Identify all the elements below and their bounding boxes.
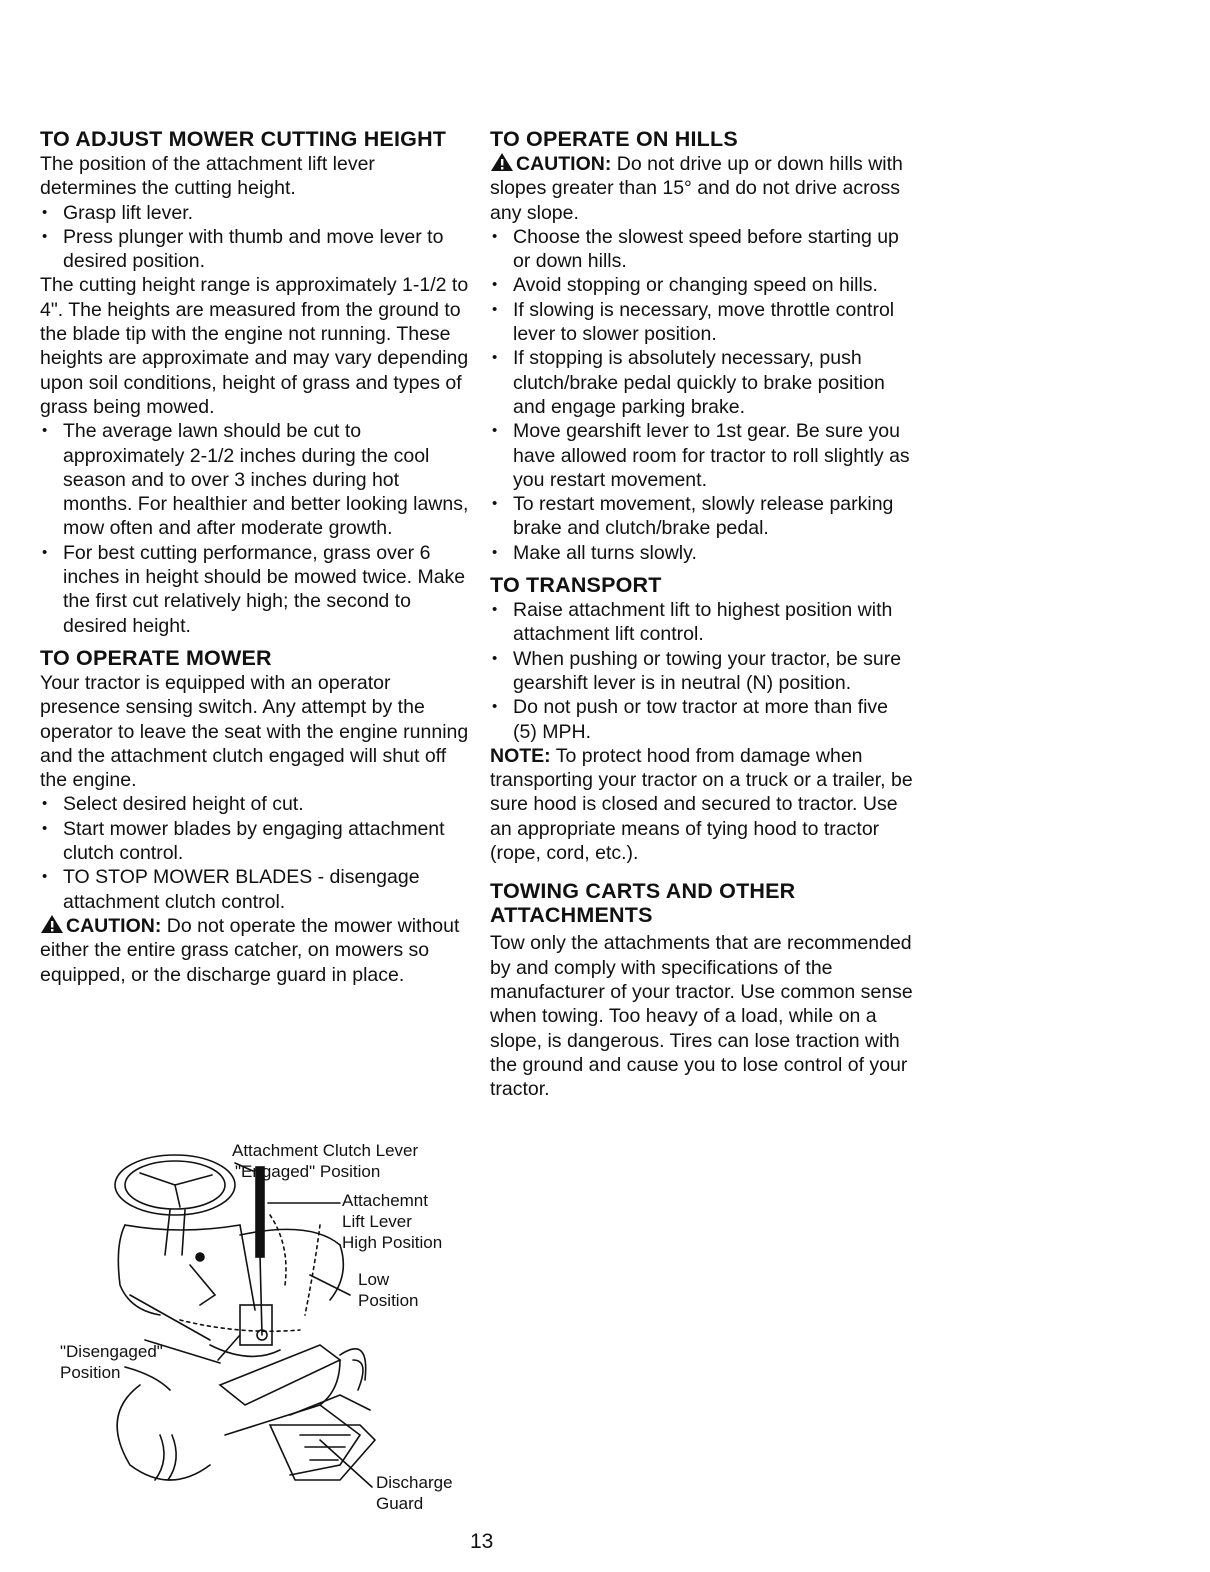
- list-item: • Do not push or tow tractor at more than five (5) MPH.: [490, 695, 915, 744]
- figure-label-clutch-lever: Attachment Clutch Lever: [232, 1141, 419, 1160]
- list-item: • To restart movement, slowly release parking brake and clutch/brake pedal.: [490, 492, 915, 541]
- operate-on-hills-section: [490, 127, 915, 565]
- figure-label-engaged: "Engaged" Position: [235, 1162, 381, 1181]
- list-item: • Make all turns slowly.: [490, 541, 915, 565]
- operate-mower-steps-list: [40, 792, 470, 913]
- figure-label-lift-1: Attachemnt: [342, 1191, 428, 1210]
- list-item: • Move gearshift lever to 1st gear. Be sure you have allowed room for tractor to roll slightly as you restart movement.: [490, 419, 915, 492]
- figure-label-low-1: Low: [358, 1270, 390, 1289]
- list-item: • The average lawn should be cut to approximately 2-1/2 inches during the cool season and to over 3 inches during hot months. For healthier and better looking lawns, mow often and after moderate growth.: [40, 419, 470, 540]
- figure-label-disengaged-1: "Disengaged": [60, 1342, 163, 1361]
- hills-caution: [490, 152, 915, 225]
- transport-steps-list: [490, 598, 915, 744]
- list-item: • Select desired height of cut.: [40, 792, 470, 816]
- transport-heading: TO TRANSPORT: [490, 573, 662, 598]
- list-item: • For best cutting performance, grass over 6 inches in height should be mowed twice. Make the first cut relatively high; the second to desired height.: [40, 541, 470, 638]
- caution-text: Do not drive up or down hills with slopes greater than 15° and do not drive across any slope.: [490, 153, 903, 224]
- adjust-cutting-height-section: [40, 127, 470, 638]
- list-item: • Grasp lift lever.: [40, 201, 470, 225]
- figure-label-low-2: Position: [358, 1291, 419, 1310]
- list-item: • Choose the slowest speed before starting up or down hills.: [490, 225, 915, 274]
- transport-section: [490, 573, 915, 865]
- transport-note: [490, 744, 915, 865]
- caution-label: CAUTION:: [516, 153, 612, 175]
- adjust-cutting-height-heading: TO ADJUST MOWER CUTTING HEIGHT: [40, 127, 447, 151]
- towing-heading: TOWING CARTS AND OTHER ATTACHMENTS: [490, 879, 796, 928]
- note-text: To protect hood from damage when transporting your tractor on a truck or a trailer, be sure hood is closed and secured to tractor. Use an appropriate means of tying hood to tractor (rope, cord, etc.).: [490, 744, 913, 865]
- figure-label-guard-2: Guard: [376, 1494, 424, 1513]
- operate-on-hills-heading: TO OPERATE ON HILLS: [490, 127, 738, 151]
- list-item: • TO STOP MOWER BLADES - disengage attachment clutch control.: [40, 865, 470, 914]
- figure-label-lift-2: Lift Lever: [342, 1212, 412, 1231]
- warning-triangle-icon: [490, 152, 514, 172]
- page-number: 13: [470, 1530, 494, 1553]
- adjust-steps-list: [40, 201, 470, 274]
- list-item: • Raise attachment lift to highest position with attachment lift control.: [490, 598, 915, 647]
- list-item: • Press plunger with thumb and move lever to desired position.: [40, 225, 470, 274]
- list-item: • Start mower blades by engaging attachment clutch control.: [40, 817, 470, 866]
- operate-mower-caution: [40, 914, 470, 987]
- operate-mower-body: Your tractor is equipped with an operator presence sensing switch. Any attempt by the operator to leave the seat with the engine running and the attachment clutch engaged will shut off the engine.: [40, 671, 469, 792]
- note-label: NOTE:: [490, 744, 551, 767]
- operate-mower-heading: TO OPERATE MOWER: [40, 645, 272, 670]
- towing-body: Tow only the attachments that are recommended by and comply with specifications of the manufacturer of your tractor. Use common sense when towing. Too heavy of a load, while on a slope, is dangerous. Tires can lose traction with the ground and cause you to lose control of your tractor.: [490, 932, 913, 1101]
- warning-triangle-icon: [40, 914, 64, 934]
- left-column: [40, 127, 470, 987]
- figure-label-lift-3: High Position: [342, 1233, 443, 1252]
- list-item: • When pushing or towing your tractor, be sure gearshift lever is in neutral (N) position.: [490, 647, 915, 696]
- figure-label-guard-1: Discharge: [376, 1473, 453, 1492]
- operate-mower-section: [40, 646, 470, 987]
- list-item: • If slowing is necessary, move throttle control lever to slower position.: [490, 298, 915, 347]
- hills-steps-list: [490, 225, 915, 565]
- list-item: • Avoid stopping or changing speed on hills.: [490, 273, 915, 297]
- list-item: • If stopping is absolutely necessary, push clutch/brake pedal quickly to brake position and engage parking brake.: [490, 346, 915, 419]
- adjust-body: The cutting height range is approximately 1-1/2 to 4". The heights are measured from the ground to the blade tip with the engine not running. These heights are approximate and may vary depending upon soil conditions, height of grass and types of grass being mowed.: [40, 274, 469, 418]
- attachment-clutch-figure: [40, 1135, 480, 1535]
- caution-text: Do not operate the mower without either the entire grass catcher, on mowers so equipped, or the discharge guard in place.: [40, 914, 460, 986]
- adjust-tips-list: [40, 419, 470, 638]
- adjust-intro: The position of the attachment lift lever determines the cutting height.: [40, 153, 375, 200]
- figure-label-disengaged-2: Position: [60, 1363, 121, 1382]
- caution-label: CAUTION:: [66, 914, 162, 937]
- right-column: [490, 127, 915, 1101]
- towing-section: [490, 879, 915, 1101]
